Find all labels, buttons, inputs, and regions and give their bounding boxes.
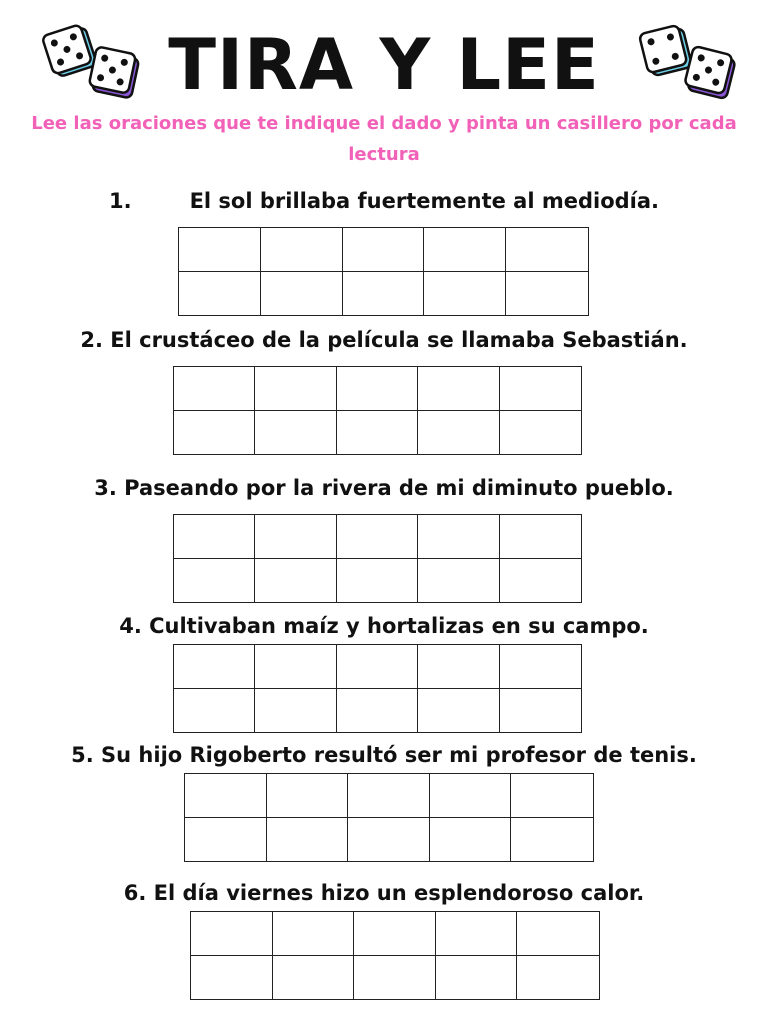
reading-box[interactable] (273, 956, 355, 1000)
reading-box[interactable] (430, 774, 512, 818)
reading-box[interactable] (354, 956, 436, 1000)
reading-box[interactable] (500, 367, 581, 411)
reading-box[interactable] (424, 272, 506, 316)
reading-box[interactable] (418, 559, 499, 603)
reading-box[interactable] (191, 912, 273, 956)
dice-icon (638, 22, 738, 102)
reading-box[interactable] (430, 818, 512, 862)
reading-box[interactable] (255, 645, 336, 689)
reading-box[interactable] (267, 774, 349, 818)
reading-box[interactable] (179, 272, 261, 316)
reading-grid (178, 227, 589, 316)
reading-box[interactable] (174, 367, 255, 411)
reading-box[interactable] (418, 645, 499, 689)
reading-box[interactable] (337, 515, 418, 559)
reading-box[interactable] (500, 411, 581, 455)
sentence-text: El crustáceo de la película se llamaba Sebastián. (110, 328, 688, 352)
sentence-number: 1. (108, 189, 132, 213)
reading-box[interactable] (261, 272, 343, 316)
reading-box[interactable] (255, 411, 336, 455)
reading-box[interactable] (418, 689, 499, 733)
sentence-2 (0, 325, 768, 355)
reading-box[interactable] (506, 228, 588, 272)
reading-box[interactable] (506, 272, 588, 316)
reading-box[interactable] (337, 645, 418, 689)
reading-box[interactable] (255, 559, 336, 603)
reading-box[interactable] (273, 912, 355, 956)
sentence-text: El día viernes hizo un esplendoroso calor. (153, 881, 645, 905)
reading-box[interactable] (337, 367, 418, 411)
reading-box[interactable] (337, 411, 418, 455)
reading-box[interactable] (348, 818, 430, 862)
reading-box[interactable] (424, 228, 506, 272)
reading-box[interactable] (500, 559, 581, 603)
sentence-4 (0, 611, 768, 641)
sentence-1 (0, 186, 768, 216)
reading-box[interactable] (337, 689, 418, 733)
reading-box[interactable] (354, 912, 436, 956)
sentence-3 (0, 473, 768, 503)
reading-box[interactable] (255, 367, 336, 411)
reading-box[interactable] (436, 956, 518, 1000)
reading-box[interactable] (418, 411, 499, 455)
reading-box[interactable] (511, 818, 593, 862)
sentence-number: 6. (123, 881, 147, 905)
reading-box[interactable] (174, 689, 255, 733)
reading-box[interactable] (517, 956, 599, 1000)
sentence-number: 4. (119, 614, 142, 638)
reading-box[interactable] (191, 956, 273, 1000)
reading-box[interactable] (261, 228, 343, 272)
reading-box[interactable] (343, 272, 425, 316)
sentence-text: Su hijo Rigoberto resultó ser mi profesor de tenis. (101, 743, 697, 767)
reading-box[interactable] (511, 774, 593, 818)
sentence-text: Paseando por la rivera de mi diminuto pueblo. (124, 476, 674, 500)
sentence-text: El sol brillaba fuertemente al mediodía. (189, 189, 660, 213)
reading-box[interactable] (255, 689, 336, 733)
reading-box[interactable] (343, 228, 425, 272)
reading-box[interactable] (179, 228, 261, 272)
reading-box[interactable] (436, 912, 518, 956)
reading-box[interactable] (255, 515, 336, 559)
reading-grid (173, 514, 582, 603)
reading-box[interactable] (174, 645, 255, 689)
reading-box[interactable] (348, 774, 430, 818)
reading-grid (184, 773, 594, 862)
reading-box[interactable] (500, 515, 581, 559)
reading-box[interactable] (267, 818, 349, 862)
reading-box[interactable] (500, 645, 581, 689)
sentence-text: Cultivaban maíz y hortalizas en su campo. (149, 614, 649, 638)
reading-grid (173, 366, 582, 455)
reading-box[interactable] (500, 689, 581, 733)
reading-box[interactable] (185, 818, 267, 862)
sentence-number: 2. (80, 328, 103, 352)
reading-grid (173, 644, 582, 733)
page-title: TIRA Y LEE (168, 24, 600, 106)
sentence-5 (0, 740, 768, 770)
reading-box[interactable] (174, 411, 255, 455)
reading-box[interactable] (517, 912, 599, 956)
reading-box[interactable] (185, 774, 267, 818)
reading-box[interactable] (418, 367, 499, 411)
instructions: Lee las oraciones que te indique el dado y pinta un casillero por cada lectura (31, 113, 737, 165)
reading-grid (190, 911, 600, 1000)
sentence-number: 5. (71, 743, 94, 767)
sentence-6 (0, 878, 768, 908)
sentence-number: 3. (94, 476, 117, 500)
reading-box[interactable] (418, 515, 499, 559)
reading-box[interactable] (174, 559, 255, 603)
reading-box[interactable] (337, 559, 418, 603)
reading-box[interactable] (174, 515, 255, 559)
